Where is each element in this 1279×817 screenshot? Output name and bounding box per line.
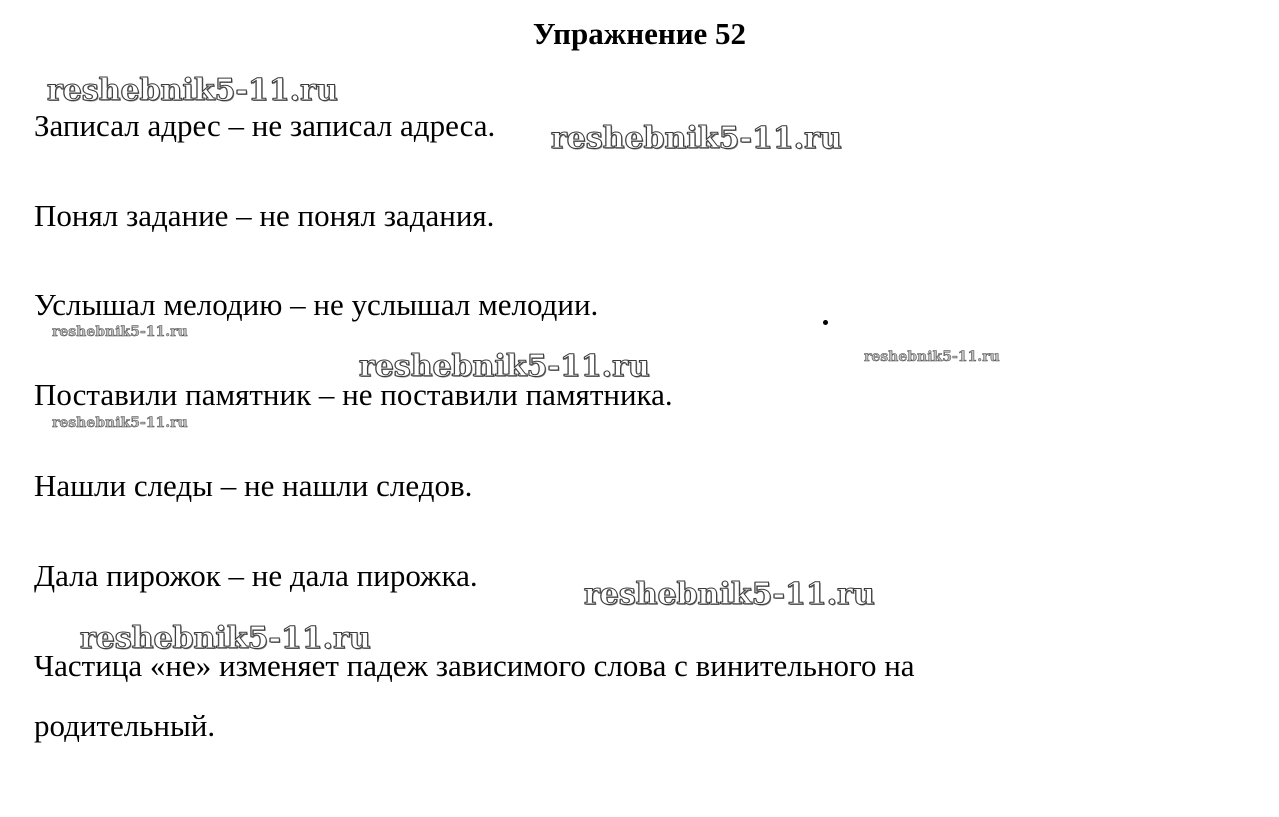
text-line-4: Поставили памятник – не поставили памятника. [34, 377, 673, 412]
text-line-5: Нашли следы – не нашли следов. [34, 468, 473, 503]
watermark: reshebnik5-11.ru [52, 324, 188, 340]
watermark: reshebnik5-11.ru [359, 349, 650, 384]
watermark: reshebnik5-11.ru [584, 577, 875, 612]
watermark: reshebnik5-11.ru [551, 121, 842, 156]
text-line-3: Услышал мелодию – не услышал мелодии. [34, 287, 599, 322]
text-line-7: Частица «не» изменяет падеж зависимого слова с винительного на [34, 648, 915, 683]
watermark: reshebnik5-11.ru [864, 349, 1000, 365]
text-line-1: Записал адрес – не записал адреса. [34, 108, 496, 143]
text-line-8: родительный. [34, 708, 216, 743]
watermark: reshebnik5-11.ru [80, 621, 371, 656]
text-line-2: Понял задание – не понял задания. [34, 198, 495, 233]
watermark: reshebnik5-11.ru [52, 415, 188, 431]
text-line-6: Дала пирожок – не дала пирожка. [34, 558, 478, 593]
stray-dot [823, 320, 828, 325]
watermark: reshebnik5-11.ru [47, 73, 338, 108]
exercise-title: Упражнение 52 [532, 16, 747, 51]
